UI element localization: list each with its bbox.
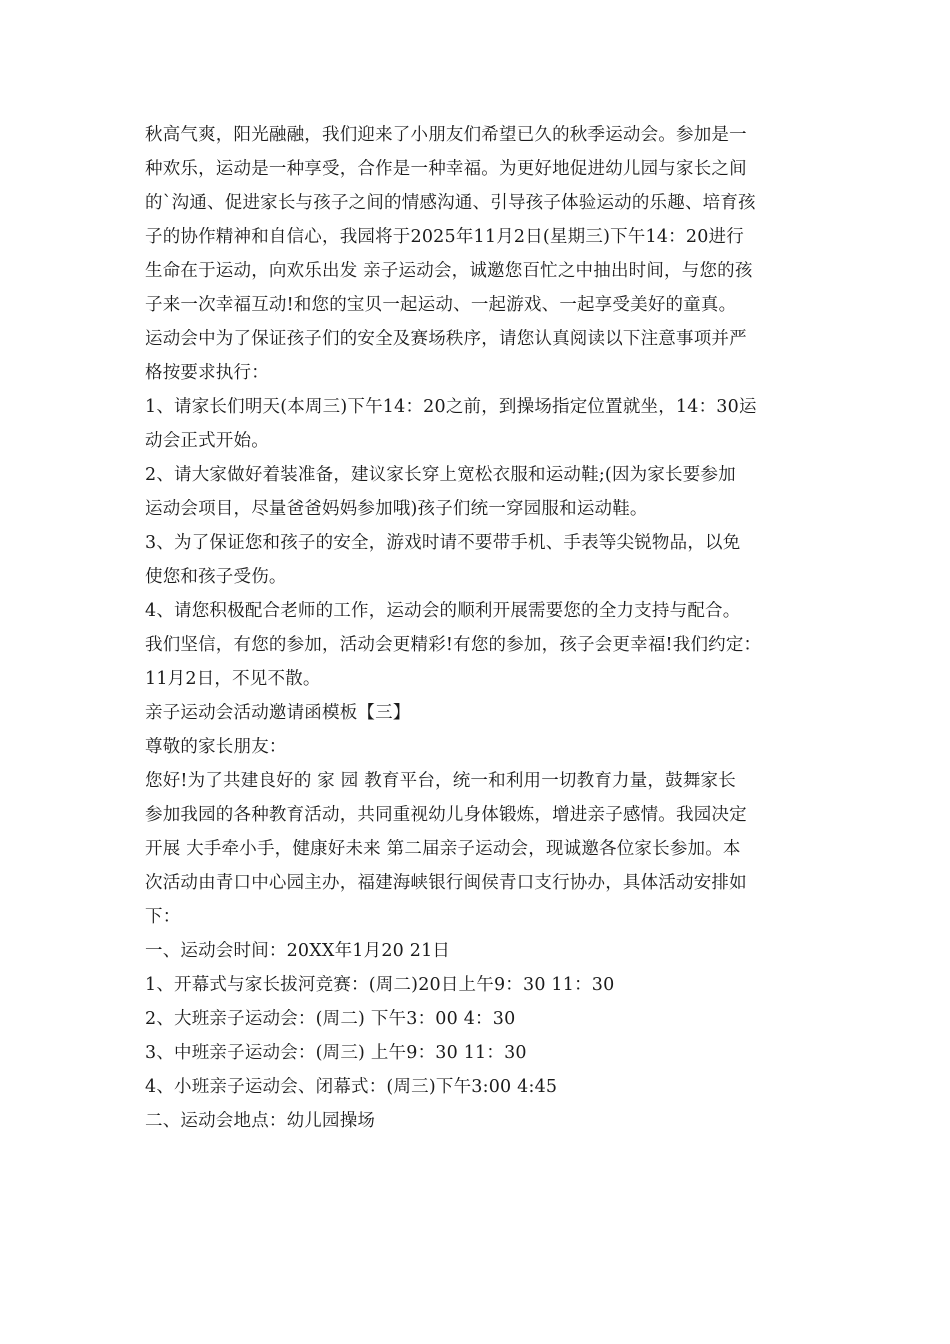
- paragraph-line: 参加我园的各种教育活动，共同重视幼儿身体锻炼，增进亲子感情。我园决定: [145, 805, 747, 825]
- paragraph-line: 子来一次幸福互动!和您的宝贝一起运动、一起游戏、一起享受美好的童真。: [145, 295, 737, 315]
- paragraph-line: 开展 大手牵小手，健康好未来 第二届亲子运动会，现诚邀各位家长参加。本: [145, 839, 741, 859]
- schedule-item: 一、运动会时间：20XX年1月20 21日: [145, 941, 451, 961]
- schedule-item: 1、开幕式与家长拔河竞赛：(周二)20日上午9：30 11：30: [145, 975, 615, 995]
- paragraph-line: 我们坚信，有您的参加，活动会更精彩!有您的参加，孩子会更幸福!我们约定：: [145, 635, 762, 655]
- paragraph-line: 种欢乐，运动是一种享受，合作是一种幸福。为更好地促进幼儿园与家长之间: [145, 159, 747, 179]
- paragraph-line: 您好!为了共建良好的 家 园 教育平台，统一和利用一切教育力量，鼓舞家长: [145, 771, 736, 791]
- paragraph-line: 次活动由青口中心园主办，福建海峡银行闽侯青口支行协办，具体活动安排如: [145, 873, 747, 893]
- paragraph-line: 动会正式开始。: [145, 431, 269, 451]
- schedule-item: 3、中班亲子运动会：(周三) 上午9：30 11：30: [145, 1043, 527, 1063]
- salutation: 尊敬的家长朋友：: [145, 737, 287, 757]
- schedule-item: 4、小班亲子运动会、闭幕式：(周三)下午3:00 4:45: [145, 1077, 558, 1097]
- paragraph-line: 4、请您积极配合老师的工作，运动会的顺利开展需要您的全力支持与配合。: [145, 601, 741, 621]
- schedule-item: 二、运动会地点：幼儿园操场: [145, 1111, 376, 1131]
- section-heading: 亲子运动会活动邀请函模板【三】: [145, 703, 411, 723]
- paragraph-line: 子的协作精神和自信心，我园将于2025年11月2日(星期三)下午14：20进行: [145, 227, 744, 247]
- schedule-item: 2、大班亲子运动会：(周二) 下午3：00 4：30: [145, 1009, 516, 1029]
- paragraph-line: 秋高气爽，阳光融融，我们迎来了小朋友们希望已久的秋季运动会。参加是一: [145, 125, 747, 145]
- paragraph-line: 的`沟通、促进家长与孩子之间的情感沟通、引导孩子体验运动的乐趣、培育孩: [145, 193, 756, 213]
- paragraph-line: 生命在于运动，向欢乐出发 亲子运动会，诚邀您百忙之中抽出时间，与您的孩: [145, 261, 753, 281]
- paragraph-line: 格按要求执行：: [145, 363, 269, 383]
- paragraph-line: 下：: [145, 907, 181, 927]
- paragraph-line: 3、为了保证您和孩子的安全，游戏时请不要带手机、手表等尖锐物品，以免: [145, 533, 741, 553]
- paragraph-line: 2、请大家做好着装准备，建议家长穿上宽松衣服和运动鞋;(因为家长要参加: [145, 465, 736, 485]
- paragraph-line: 运动会项目，尽量爸爸妈妈参加哦)孩子们统一穿园服和运动鞋。: [145, 499, 648, 519]
- paragraph-line: 1、请家长们明天(本周三)下午14：20之前，到操场指定位置就坐，14：30运: [145, 397, 757, 417]
- paragraph-line: 运动会中为了保证孩子们的安全及赛场秩序，请您认真阅读以下注意事项并严: [145, 329, 747, 349]
- paragraph-line: 11月2日，不见不散。: [145, 669, 321, 689]
- paragraph-line: 使您和孩子受伤。: [145, 567, 287, 587]
